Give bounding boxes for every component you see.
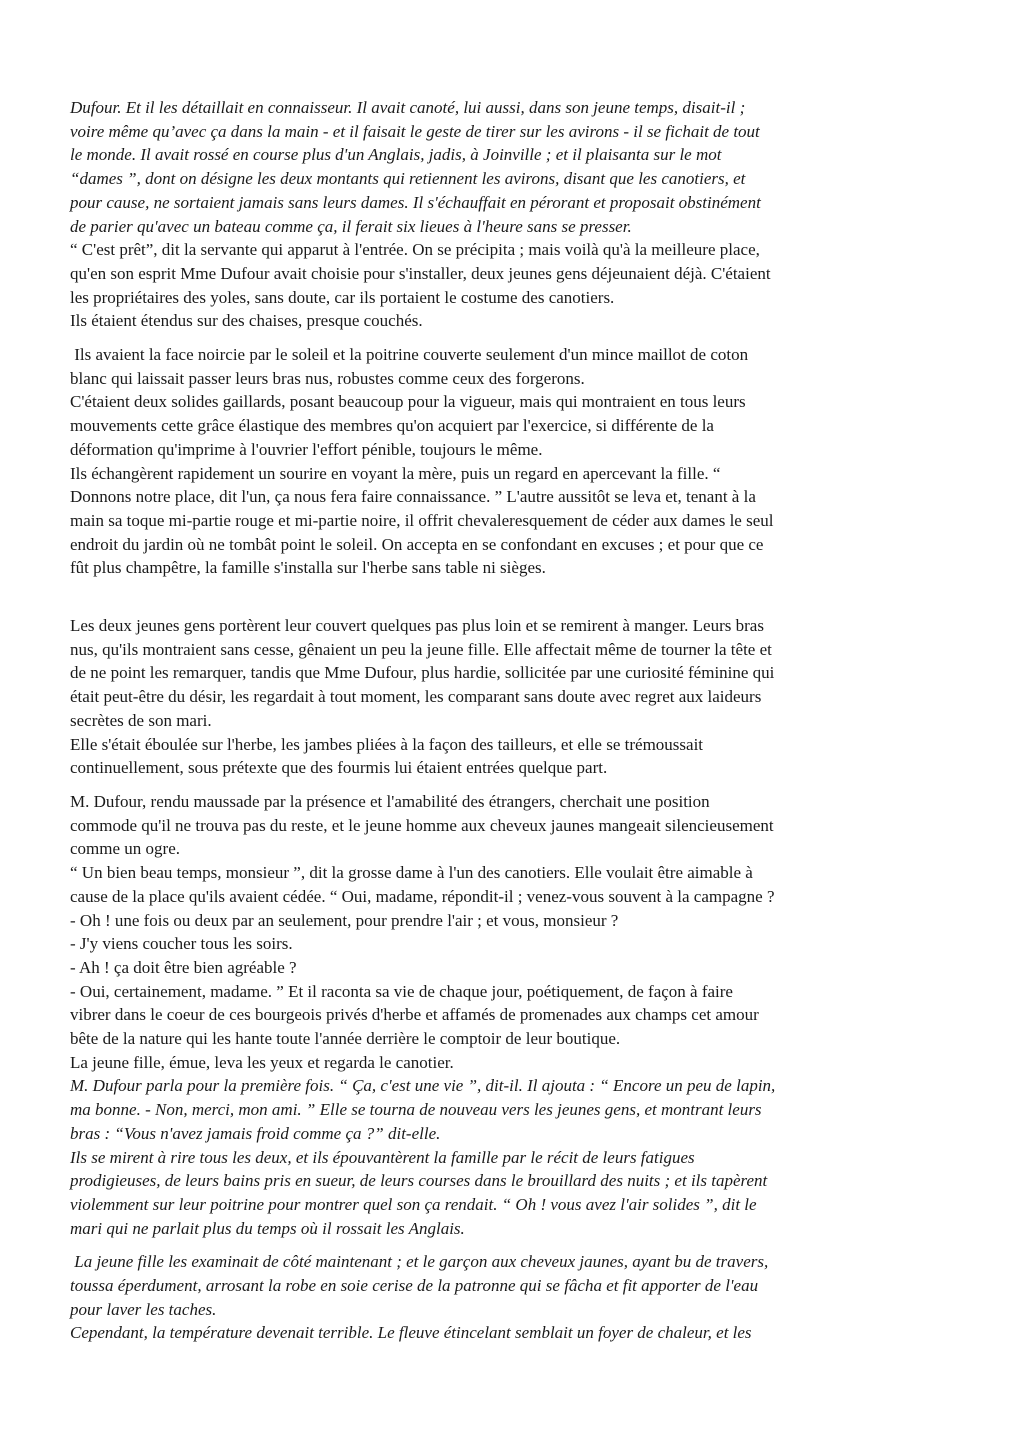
text-line: violemment sur leur poitrine pour montrer quel son ça rendait. “ Oh ! vous avez l'air solides ”, dit le [70, 1194, 757, 1214]
paragraph [70, 343, 940, 580]
text-line: fût plus champêtre, la famille s'installa sur l'herbe sans table ni sièges. [70, 558, 546, 578]
text-line: continuellement, sous prétexte que des fourmis lui étaient entrées quelque part. [70, 758, 608, 778]
paragraph [70, 1250, 940, 1345]
document-page [70, 96, 940, 1345]
text-line: Elle s'était éboulée sur l'herbe, les jambes pliées à la façon des tailleurs, et elle se trémoussait [70, 734, 704, 754]
text-line: pour cause, ne sortaient jamais sans leurs dames. Il s'échauffait en pérorant et proposait obstinément [70, 192, 761, 212]
text-line: Ils échangèrent rapidement un sourire en voyant la mère, puis un regard en apercevant la fille. “ [70, 463, 721, 483]
text-line: M. Dufour parla pour la première fois. “ Ça, c'est une vie ”, dit-il. Il ajouta : “ Encore un peu de lapin, [70, 1076, 776, 1096]
paragraph-gap [70, 333, 940, 343]
text-line: nus, qu'ils montraient sans cesse, gênaient un peu la jeune fille. Elle affectait même de tourner la tête et [70, 639, 772, 659]
text-line: Ils avaient la face noircie par le soleil et la poitrine couverte seulement d'un mince maillot de coton [70, 345, 749, 365]
text-line: La jeune fille, émue, leva les yeux et regarda le canotier. [70, 1052, 454, 1072]
text-line: ma bonne. - Non, merci, mon ami. ” Elle se tourna de nouveau vers les jeunes gens, et montrant leurs [70, 1100, 762, 1120]
text-line: déformation qu'imprime à l'ouvrier l'effort pénible, toujours le même. [70, 439, 543, 459]
text-line: secrètes de son mari. [70, 710, 212, 730]
text-line: La jeune fille les examinait de côté maintenant ; et le garçon aux cheveux jaunes, ayant bu de travers, [70, 1252, 769, 1272]
paragraph [70, 790, 940, 1240]
text-line: C'étaient deux solides gaillards, posant beaucoup pour la vigueur, mais qui montraient en tous leurs [70, 392, 746, 412]
text-line: “dames ”, dont on désigne les deux montants qui retiennent les avirons, disant que les canotiers, et [70, 169, 746, 189]
text-line: pour laver les taches. [70, 1299, 217, 1319]
text-line: - Ah ! ça doit être bien agréable ? [70, 957, 297, 977]
text-line: Dufour. Et il les détaillait en connaisseur. Il avait canoté, lui aussi, dans son jeune temps, disait-il ; [70, 98, 746, 117]
text-line: bête de la nature qui les hante toute l'année derrière le comptoir de leur boutique. [70, 1029, 621, 1049]
text-line: “ Un bien beau temps, monsieur ”, dit la grosse dame à l'un des canotiers. Elle voulait être aimable à [70, 863, 753, 883]
text-line: qu'en son esprit Mme Dufour avait choisie pour s'installer, deux jeunes gens déjeunaient déjà. C'étaient [70, 263, 771, 283]
text-line: Les deux jeunes gens portèrent leur couvert quelques pas plus loin et se remirent à manger. Leurs bras [70, 616, 764, 636]
text-line: bras : “Vous n'avez jamais froid comme ça ?” dit-elle. [70, 1123, 441, 1143]
text-line: voire même qu’avec ça dans la main - et il faisait le geste de tirer sur les avirons - il se fichait de tout [70, 121, 760, 141]
text-line: les propriétaires des yoles, sans doute, car ils portaient le costume des canotiers. [70, 287, 615, 307]
text-line: Ils se mirent à rire tous les deux, et ils épouvantèrent la famille par le récit de leurs fatigues [70, 1147, 695, 1167]
text-line: mari qui ne parlait plus du temps où il rossait les Anglais. [70, 1218, 465, 1238]
paragraph [70, 614, 940, 780]
text-line: de parier qu'avec un bateau comme ça, il ferait six lieues à l'heure sans se presser. [70, 216, 632, 236]
text-line: “ C'est prêt”, dit la servante qui apparut à l'entrée. On se précipita ; mais voilà qu'à la meilleure place, [70, 240, 760, 260]
text-line: mouvements cette grâce élastique des membres qu'on acquiert par l'exercice, si différente de la [70, 416, 714, 436]
text-line: le monde. Il avait rossé en course plus d'un Anglais, jadis, à Joinville ; et il plaisanta sur le mot [70, 145, 722, 165]
paragraph-gap [70, 580, 940, 614]
paragraph-gap [70, 780, 940, 790]
text-line: comme un ogre. [70, 839, 180, 859]
text-line: Ils étaient étendus sur des chaises, presque couchés. [70, 311, 423, 331]
text-line: main sa toque mi-partie rouge et mi-partie noire, il offrit chevaleresquement de céder aux dames le seul [70, 510, 774, 530]
paragraph-gap [70, 1240, 940, 1250]
text-line: était peut-être du désir, les regardait à tout moment, les comparant sans doute avec regret aux laideurs [70, 687, 762, 707]
paragraph [70, 96, 940, 333]
text-line: de ne point les remarquer, tandis que Mme Dufour, plus hardie, sollicitée par une curiosité féminine qui [70, 663, 775, 683]
text-line: prodigieuses, de leurs bains pris en sueur, de leurs courses dans le brouillard des nuits ; et ils tapèrent [70, 1171, 768, 1191]
text-line: Donnons notre place, dit l'un, ça nous fera faire connaissance. ” L'autre aussitôt se leva et, tenant à la [70, 487, 756, 507]
text-line: - Oui, certainement, madame. ” Et il raconta sa vie de chaque jour, poétiquement, de façon à faire [70, 981, 733, 1001]
text-line: - Oh ! une fois ou deux par an seulement, pour prendre l'air ; et vous, monsieur ? [70, 910, 619, 930]
text-line: endroit du jardin où ne tombât point le soleil. On accepta en se confondant en excuses ; et pour que ce [70, 534, 764, 554]
text-line: toussa éperdument, arrosant la robe en soie cerise de la patronne qui se fâcha et fit apporter de l'eau [70, 1276, 759, 1296]
text-line: M. Dufour, rendu maussade par la présence et l'amabilité des étrangers, cherchait une position [70, 791, 710, 811]
text-line: Cependant, la température devenait terrible. Le fleuve étincelant semblait un foyer de chaleur, et les [70, 1323, 752, 1343]
text-line: - J'y viens coucher tous les soirs. [70, 934, 293, 954]
text-line: cause de la place qu'ils avaient cédée. “ Oui, madame, répondit-il ; venez-vous souvent à la campagne ? [70, 886, 775, 906]
text-line: blanc qui laissait passer leurs bras nus, robustes comme ceux des forgerons. [70, 368, 585, 388]
text-line: commode qu'il ne trouva pas du reste, et le jeune homme aux cheveux jaunes mangeait silencieusement [70, 815, 774, 835]
text-line: vibrer dans le coeur de ces bourgeois privés d'herbe et affamés de promenades aux champs cet amour [70, 1005, 759, 1025]
